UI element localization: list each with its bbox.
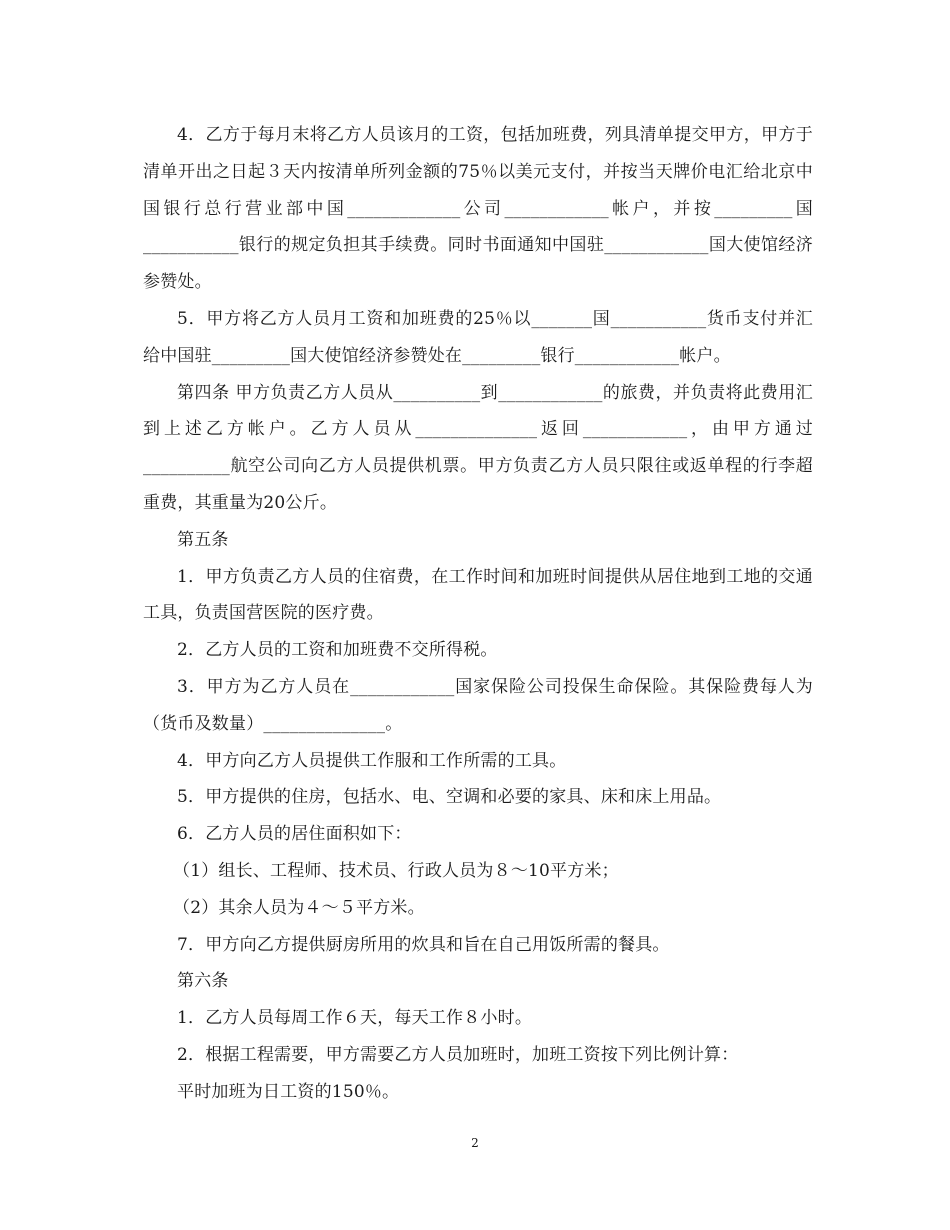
paragraph-article-5-6: 6．乙方人员的居住面积如下： xyxy=(177,824,412,845)
paragraph-article-5-6-item-2: （2）其余人员为４～５平方米。 xyxy=(173,897,425,918)
paragraph-article-6-2-overtime: 平时加班为日工资的150％。 xyxy=(177,1081,400,1102)
page-number: 2 xyxy=(471,1136,479,1150)
heading-article-6: 第六条 xyxy=(177,971,229,992)
paragraph-article-4: 第四条 甲方负责乙方人员从__________到____________的旅费，并负责将此费用汇到上述乙方帐户。乙方人员从______________返回____________，由甲方通过__________航空公司向乙方人员提供机票。甲方负责乙方人员只限往或返单程的行李超重费，其重量为20公斤。 xyxy=(143,382,813,513)
paragraph-article-5-4: 4．甲方向乙方人员提供工作服和工作所需的工具。 xyxy=(177,750,567,771)
heading-article-5: 第五条 xyxy=(177,529,229,550)
paragraph-article-5-5: 5．甲方提供的住房，包括水、电、空调和必要的家具、床和床上用品。 xyxy=(177,787,722,808)
paragraph-article-5-6-item-1: （1）组长、工程师、技术员、行政人员为８～10平方米； xyxy=(173,860,619,881)
paragraph-article-6-2: 2．根据工程需要，甲方需要乙方人员加班时，加班工资按下列比例计算： xyxy=(177,1044,739,1065)
paragraph-article-5-1: 1．甲方负责乙方人员的住宿费，在工作时间和加班时间提供从居住地到工地的交通工具，负责国营医院的医疗费。 xyxy=(143,566,813,624)
paragraph-clause-4-4: 4．乙方于每月末将乙方人员该月的工资，包括加班费，列具清单提交甲方，甲方于清单开出之日起３天内按清单所列金额的75％以美元支付，并按当天牌价电汇给北京中国银行总行营业部中国_____________公司____________帐户，并按_________国___________银行的规定负担其手续费。同时书面通知中国驻____________国大使馆经济参赞处。 xyxy=(143,125,813,293)
paragraph-article-6-1: 1．乙方人员每周工作６天，每天工作８小时。 xyxy=(177,1008,533,1029)
paragraph-article-5-2: 2．乙方人员的工资和加班费不交所得税。 xyxy=(177,640,498,661)
paragraph-article-5-7: 7．甲方向乙方提供厨房所用的炊具和旨在自己用饭所需的餐具。 xyxy=(177,934,670,955)
paragraph-article-5-3: 3．甲方为乙方人员在____________国家保险公司投保生命保险。其保险费每人为（货币及数量）______________。 xyxy=(143,676,813,734)
paragraph-clause-4-5: 5．甲方将乙方人员月工资和加班费的25％以_______国___________货币支付并汇给中国驻_________国大使馆经济参赞处在_________银行____________帐户。 xyxy=(143,308,813,366)
document-body xyxy=(143,117,813,1111)
